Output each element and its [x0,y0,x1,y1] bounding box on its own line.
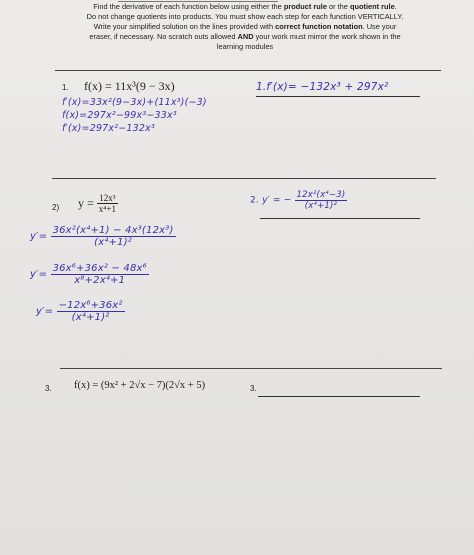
problem-1-work-step-3: f′(x)=297x²−132x³ [62,123,155,134]
problem-1-answer: 1.f′(x)= −132x³ + 297x² [256,81,389,93]
instructions-line-3: Write your simplified solution on the lines provided with correct function notation. Use your [93,22,397,31]
instructions [55,2,435,52]
problem-2-number: 2) [52,203,60,212]
problem-2-work-step-3: y′= $\frac{\text{−12x⁶+36x²}}{\text{(x⁴+1)²}}$ [36,300,123,323]
instructions-line-2: Do not change quotients into products. You must show each step for each function VERTICALLY. [86,12,404,21]
problem-2-work-step-1: y′= $\frac{\text{36x²(x⁴+1) − 4x³(12x³)}}{\text{(x⁴+1)²}}$ [30,225,174,248]
instructions-line-1: Find the derivative of each function below using either the product rule or the quotient rule. [93,2,397,11]
problem-1-number: 1. [62,83,69,92]
problem-2-answer-fraction: $\frac{\text{12x²(x⁴−3)}}{\text{(x⁴+1)²}}$ [296,190,346,211]
problem-3-answer-number: 3. [250,384,257,393]
instructions-line-4: eraser, if necessary. No scratch outs allowed AND your work must mirror the work shown in the [89,32,401,41]
problem-3-answer-line [258,396,420,397]
problem-1-work-step-2: f(x)=297x²−99x³−33x³ [62,110,177,121]
problem-2-fraction: $\frac{\text{12x³}}{\text{x⁴+1}}$ [98,193,116,214]
section-divider-2 [52,178,436,179]
problem-3-number: 3. [45,384,52,393]
problem-1-function: f(x) = 11x³(9 − 3x) [84,79,175,93]
section-divider-3 [60,368,442,369]
problem-1-answer-line [256,96,420,97]
problem-1-work-step-1: f′(x)=33x²(9−3x)+(11x³)(−3) [62,97,207,108]
instructions-line-5: learning modules [216,42,274,51]
problem-3-function: f(x) = (9x² + 2√x − 7)(2√x + 5) [74,380,206,391]
problem-2-answer-line [260,218,420,219]
problem-2-answer: 2. y′ = − $\frac{\text{12x²(x⁴−3)}}{\text{(x⁴+1)²}}$ [250,190,346,211]
problem-2-function: y = $\frac{\text{12x³}}{\text{x⁴+1}}$ [78,193,116,214]
section-divider-1 [55,70,441,71]
problem-2-work-step-2: y′= $\frac{\text{36x⁶+36x² − 48x⁶}}{\text{x⁸+2x⁴+1}}$ [30,263,147,286]
